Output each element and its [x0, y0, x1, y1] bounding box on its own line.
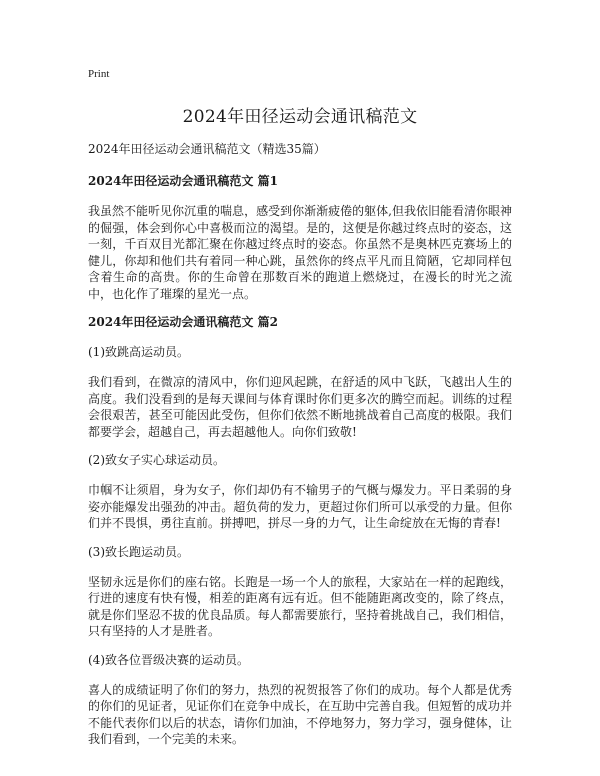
item-heading-finalists: (4)致各位晋级决赛的运动员。 — [88, 652, 249, 667]
document-subtitle: 2024年田径运动会通讯稿范文（精选35篇） — [88, 142, 326, 156]
item-heading-shot-put: (2)致女子实心球运动员。 — [88, 453, 225, 467]
section-heading-2: 2024年田径运动会通讯稿范文 篇2 — [88, 315, 278, 329]
section-1-paragraph: 我虽然不能听见你沉重的喘息，感受到你渐渐疲倦的躯体,但我依旧能看清你眼神的倔强，体会到你心中喜极而泣的渴望。是的，这便是你越过终点时的姿态，这一刻，千百双目光都汇聚在你越过终点时的姿态。你虽然不是奥林匹克赛场上的健儿，你却和他们共有着同一种心跳，虽然你的终点平凡而且简陋，它却同样包含着生命的高贵。你的生命曾在那数百米的跑道上燃烧过，在漫长的时光之流中，也化作了璀璨的星光一点。 — [88, 204, 512, 301]
item-heading-long-distance: (3)致长跑运动员。 — [88, 544, 189, 559]
item-text-high-jump: 我们看到，在微凉的清风中，你们迎风起跳，在舒适的风中飞跃，飞越出人生的高度。我们没看到的是每天课间与体育课时你们更多次的腾空而起。训练的过程会很艰苦，甚至可能因此受伤，但你们依然不断地挑战着自己高度的极限。我们都要学会，超越自己，再去超越他人。向你们致敬! — [88, 375, 512, 439]
section-heading-1: 2024年田径运动会通讯稿范文 篇1 — [88, 174, 278, 188]
print-link[interactable]: Print — [88, 68, 110, 80]
document-page — [88, 68, 512, 760]
document-title: 2024年田径运动会通讯稿范文 — [182, 107, 418, 127]
item-text-long-distance: 坚韧永远是你们的座右铭。长跑是一场一个人的旅程，大家站在一样的起跑线，行进的速度有快有慢，相差的距离有远有近。但不能随距离改变的，除了终点，就是你们坚忍不拔的优良品质。每人都需要旅行，坚持着挑战自己，我们相信，只有坚持的人才是胜者。 — [88, 574, 512, 638]
item-text-shot-put: 巾帼不让须眉，身为女子，你们却仍有不输男子的气概与爆发力。平日柔弱的身姿亦能爆发出强劲的冲击。超负荷的发力，更超过你们所可以承受的力量。但你们并不畏惧，勇往直前。拼搏吧，拼尽一身的力气，让生命绽放在无悔的青春! — [88, 483, 512, 530]
item-heading-high-jump: (1)致跳高运动员。 — [88, 345, 189, 359]
item-text-finalists: 喜人的成绩证明了你们的努力，热烈的祝贺报答了你们的成功。每个人都是优秀的你们的见证者，见证你们在竞争中成长，在互助中完善自我。但短暂的成功并不能代表你们以后的状态，请你们加油，不停地努力，努力学习，强身健体，让我们看到，一个完美的未来。 — [88, 682, 512, 746]
